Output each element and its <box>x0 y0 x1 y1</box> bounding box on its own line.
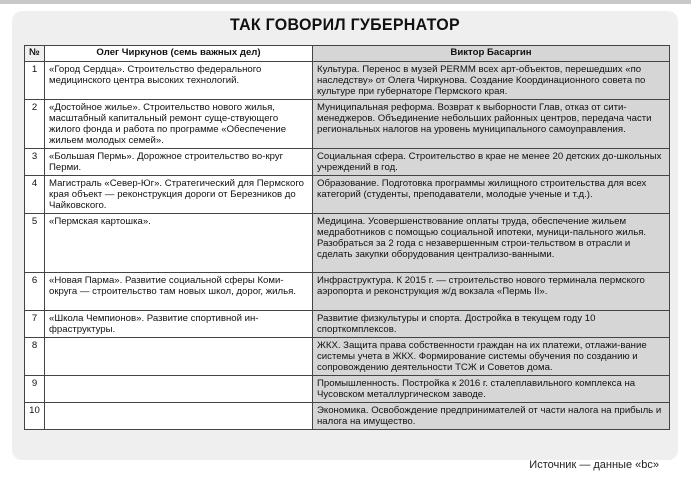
header-number: № <box>25 46 45 62</box>
row-number: 8 <box>25 338 45 376</box>
chirkunov-cell: «Достойное жилье». Строительство нового жилья, масштабный капитальный ремонт суще-ствующего жилого фонда и работа по программе «Обеспечение жильем молодых семей». <box>45 100 313 149</box>
comparison-table <box>24 45 670 430</box>
table-row <box>25 176 670 214</box>
row-number: 2 <box>25 100 45 149</box>
basargin-cell: Культура. Перенос в музей PERMM всех арт-объектов, перешедших «по наследству» от Олега Чиркунова. Создание Координационного совета по культуре при губернаторе Пермского края. <box>313 62 670 100</box>
row-number: 9 <box>25 376 45 403</box>
header-chirkunov: Олег Чиркунов (семь важных дел) <box>45 46 313 62</box>
chirkunov-cell: «Большая Пермь». Дорожное строительство во-круг Перми. <box>45 149 313 176</box>
page-title: ТАК ГОВОРИЛ ГУБЕРНАТОР <box>230 15 460 34</box>
row-number: 7 <box>25 311 45 338</box>
chirkunov-cell <box>45 403 313 430</box>
row-number: 10 <box>25 403 45 430</box>
table-row <box>25 149 670 176</box>
row-number: 5 <box>25 214 45 273</box>
basargin-cell: Образование. Подготовка программы жилищного строительства для всех категорий (студенты, преподаватели, молодые ученые и т.д.). <box>313 176 670 214</box>
infographic-panel <box>12 11 678 460</box>
table-row <box>25 62 670 100</box>
table-row <box>25 311 670 338</box>
table-row <box>25 403 670 430</box>
row-number: 6 <box>25 273 45 311</box>
chirkunov-cell: «Школа Чемпионов». Развитие спортивной ин-фраструктуры. <box>45 311 313 338</box>
chirkunov-cell: «Пермская картошка». <box>45 214 313 273</box>
table-row <box>25 273 670 311</box>
table-row <box>25 376 670 403</box>
basargin-cell: ЖКХ. Защита права собственности граждан на их платежи, отлажи-вание системы учета в ЖКХ. Формирование системы обучения по созданию и сопровождению деятельности ТСЖ и Советов дома. <box>313 338 670 376</box>
row-number: 1 <box>25 62 45 100</box>
chirkunov-cell: «Новая Парма». Развитие социальной сферы Коми-округа — строительство там новых школ, дорог, жилья. <box>45 273 313 311</box>
basargin-cell: Медицина. Усовершенствование оплаты труда, обеспечение жильем медработников с помощью социальной ипотеки, муници-пального жилья. Разобраться за 2 года с незавершенным строи-тельством в отрасли и сделать закупки оборудования централизо-ванными. <box>313 214 670 273</box>
chirkunov-cell: «Город Сердца». Строительство федерального медицинского центра высоких технологий. <box>45 62 313 100</box>
basargin-cell: Промышленность. Постройка к 2016 г. сталеплавильного комплекса на Чусовском металлургическом заводе. <box>313 376 670 403</box>
table-row <box>25 214 670 273</box>
basargin-cell: Инфраструктура. К 2015 г. — строительство нового терминала пермского аэропорта и реконструкция ж/д вокзала «Пермь II». <box>313 273 670 311</box>
chirkunov-cell <box>45 376 313 403</box>
row-number: 3 <box>25 149 45 176</box>
basargin-cell: Экономика. Освобождение предпринимателей от части налога на прибыль и налога на имущество. <box>313 403 670 430</box>
table-row <box>25 100 670 149</box>
header-basargin: Виктор Басаргин <box>313 46 670 62</box>
table-row <box>25 338 670 376</box>
row-number: 4 <box>25 176 45 214</box>
top-rule <box>0 0 691 4</box>
chirkunov-cell: Магистраль «Север-Юг». Стратегический для Пермского края объект — реконструкция дороги от Березников до Чайковского. <box>45 176 313 214</box>
source-caption: Источник — данные «bc» <box>529 459 659 471</box>
table-header-row <box>25 46 670 62</box>
basargin-cell: Социальная сфера. Строительство в крае не менее 20 детских до-школьных учреждений в год. <box>313 149 670 176</box>
chirkunov-cell <box>45 338 313 376</box>
basargin-cell: Муниципальная реформа. Возврат к выборности Глав, отказ от сити-менеджеров. Объединение небольших районных центров, передача части региональных налогов на уровень муниципального самоуправления. <box>313 100 670 149</box>
basargin-cell: Развитие физкультуры и спорта. Достройка в текущем году 10 спорткомплексов. <box>313 311 670 338</box>
